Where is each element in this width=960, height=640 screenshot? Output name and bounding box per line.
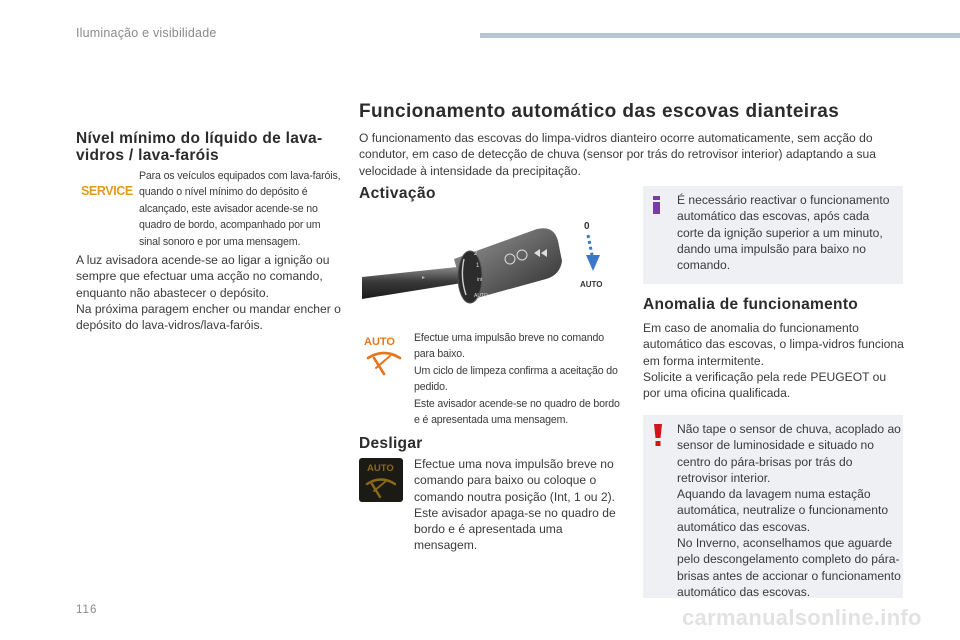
page-number: 116	[76, 604, 98, 616]
washer-level-heading: Nível mínimo do líquido de lava-vidros / lava-faróis	[76, 130, 323, 164]
stalk-label-bottom: AUTO	[580, 280, 603, 289]
warning-line-3: No Inverno, aconselhamos que aguarde pelo descongelamento completo do pára-brisas antes de accionar o funcionamento automático das escovas.	[677, 536, 901, 599]
washer-level-note: Para os veículos equipados com lava-faróis, quando o nível mínimo do depósito é alcançado, este avisador acende-se no quadro de bordo, acompanhado por um sinal sonoro e por uma mensagem.	[139, 170, 341, 248]
svg-text:int: int	[477, 277, 483, 283]
wiper-stalk-illustration	[362, 215, 612, 325]
svg-text:▸: ▸	[422, 275, 426, 281]
info-icon	[653, 196, 660, 214]
activation-line-1: Efectue uma impulsão breve no comando para baixo.	[414, 332, 604, 361]
header-bar	[480, 33, 960, 38]
warning-line-1: Não tape o sensor de chuva, acoplado ao sensor de luminosidade e situado no centro do pára-brisas por trás do retrovisor interior.	[677, 422, 901, 485]
info-text: É necessário reactivar o funcionamento automático das escovas, após cada corte da ignição superior a um minuto, dando uma impulsão para baixo no comando.	[677, 193, 890, 273]
watermark: carmanualsonline.info	[682, 605, 922, 630]
activation-heading: Activação	[359, 185, 436, 202]
washer-body-line-2: Na próxima paragem encher ou mandar encher o depósito do lava-vidros/lava-faróis.	[76, 301, 341, 333]
washer-level-body	[76, 252, 348, 333]
washer-body-line-1: A luz avisadora acende-se ao ligar a ignição ou sempre que efectuar uma acção no comando, enquanto não abastecer o depósito.	[76, 253, 330, 300]
stalk-label-top: 0	[584, 221, 590, 232]
service-icon-text: SERVICE	[81, 184, 133, 198]
exclamation-warning-icon	[654, 424, 662, 446]
svg-text:2: 2	[474, 251, 478, 257]
auto-wiper-off-icon	[359, 458, 403, 502]
intro-paragraph: O funcionamento das escovas do limpa-vidros dianteiro ocorre automaticamente, sem acção do condutor, em caso de detecção de chuva (sensor por trás do retrovisor interior) adaptando a sua velocidade à intensidade da precipitação.	[359, 131, 876, 178]
off-text: Efectue uma nova impulsão breve no comando para baixo ou coloque o comando noutra posição (Int, 1 ou 2). Este avisador apaga-se no quadro de bordo e é apresentada uma mensagem.	[414, 457, 616, 553]
anomaly-line-1: Em caso de anomalia do funcionamento automático das escovas, o limpa-vidros funciona em forma intermitente.	[643, 321, 904, 368]
off-icon-text: AUTO	[367, 463, 394, 474]
anomaly-heading: Anomalia de funcionamento	[643, 296, 859, 313]
auto-wiper-icon	[362, 332, 406, 382]
section-title: Iluminação e visibilidade	[76, 26, 217, 40]
warning-line-2: Aquando da lavagem numa estação automática, neutralize o funcionamento automático das escovas.	[677, 487, 889, 534]
activation-text	[414, 330, 624, 428]
anomaly-text	[643, 320, 905, 401]
off-heading: Desligar	[359, 435, 423, 452]
svg-text:AUTO: AUTO	[474, 293, 488, 299]
auto-icon-text: AUTO	[364, 336, 395, 348]
anomaly-line-2: Solicite a verificação pela rede PEUGEOT ou por uma oficina qualificada.	[643, 369, 887, 401]
svg-text:1: 1	[476, 263, 480, 269]
warning-text	[677, 421, 901, 600]
page-title: Funcionamento automático das escovas dianteiras	[359, 101, 840, 122]
activation-line-2: Um ciclo de limpeza confirma a aceitação do pedido.	[414, 364, 618, 394]
service-warning-icon	[81, 182, 133, 198]
activation-line-3: Este avisador acende-se no quadro de bordo e é apresentada uma mensagem.	[414, 397, 620, 427]
